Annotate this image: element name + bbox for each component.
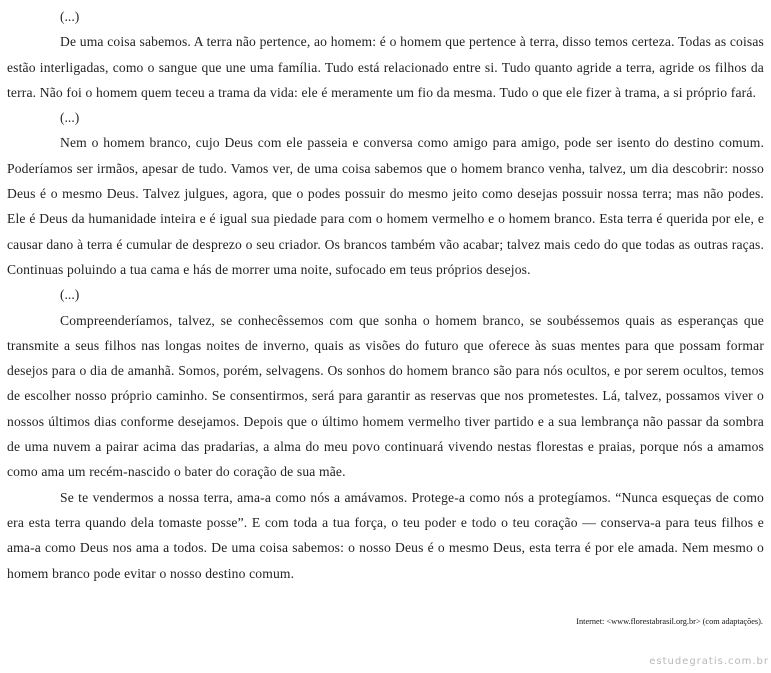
ellipsis-marker: (...) xyxy=(60,287,80,303)
watermark: estudegratis.com.br xyxy=(649,656,769,667)
source-citation: Internet: <www.florestabrasil.org.br> (com adaptações). xyxy=(576,617,763,626)
paragraph-4: Se te vendermos a nossa terra, ama-a como nós a amávamos. Protege-a como nós a protegíamos. “Nunca esqueças de como era esta terra quando dela tomaste posse”. E com toda a tua força, o teu poder e todo o teu coração — conserva-a para teus filhos e ama-a como Deus nos ama a todos. De uma coisa sabemos: o nosso Deus é o mesmo Deus, esta terra é por ele amada. Nem mesmo o homem branco pode evitar o nosso destino comum. xyxy=(7,489,764,581)
ellipsis-marker: (...) xyxy=(60,9,80,24)
paragraph-2: Nem o homem branco, cujo Deus com ele passeia e conversa como amigo para amigo, pode ser isento do destino comum. Poderíamos ser irmãos, apesar de tudo. Vamos ver, de uma coisa sabemos que o homem branco venha, talvez, um dia descobrir: nosso Deus é o mesmo Deus. Talvez julgues, agora, que o podes possuir do mesmo jeito como desejas possuir nossa terra; mas não podes. Ele é Deus da humanidade inteira e é igual sua piedade para com o homem vermelho e o homem branco. Esta terra é querida por ele, e causar dano à terra é cumular de desprezo o seu criador. Os brancos também vão acabar; talvez mais cedo do que todas as outras raças. Continuas poluindo a tua cama e hás de morrer uma noite, sufocado em teus próprios desejos. xyxy=(7,135,764,277)
paragraph-1: De uma coisa sabemos. A terra não pertence, ao homem: é o homem que pertence à terra, disso temos certeza. Todas as coisas estão interligadas, como o sangue que une uma família. Tudo está relacionado entre si. Tudo quanto agride a terra, agride os filhos da terra. Não foi o homem quem teceu a trama da vida: ele é meramente um fio da mesma. Tudo o que ele fizer à trama, a si próprio fará. xyxy=(7,34,764,100)
document-body xyxy=(7,4,764,586)
ellipsis-marker: (...) xyxy=(60,110,80,126)
paragraph-3: Compreenderíamos, talvez, se conhecêssemos com que sonha o homem branco, se soubéssemos quais as esperanças que transmite a seus filhos nas longas noites de inverno, quais as visões do futuro que oferece às suas mentes para que possam formar desejos para o dia de amanhã. Somos, porém, selvagens. Os sonhos do homem branco são para nós ocultos, e por serem ocultos, temos de escolher nosso próprio caminho. Se consentirmos, será para garantir as reservas que nos prometestes. Lá, talvez, possamos viver o nossos últimos dias conforme desejamos. Depois que o último homem vermelho tiver partido e a sua lembrança não passar da sombra de uma nuvem a pairar acima das pradarias, a alma do meu povo continuará vivendo nestas florestas e praias, porque nós a amamos como ama um recém-nascido o bater do coração de sua mãe. xyxy=(7,312,764,480)
